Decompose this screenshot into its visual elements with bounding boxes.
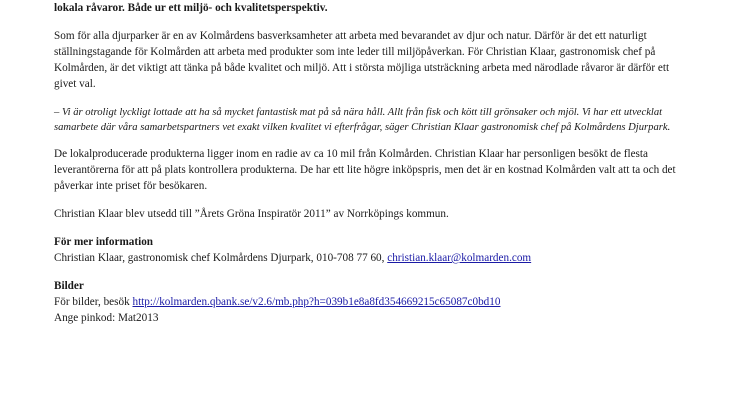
- images-prefix: För bilder, besök: [54, 295, 133, 308]
- quote-paragraph: – Vi är otroligt lyckligt lottade att ha så mycket fantastisk mat på så nära håll. Allt från fisk och kött till grönsaker och mjöl. Vi har ett utvecklat samarbete där våra samarbetspartners vet exakt vilken kvalitet vi efterfrågar, säger Christian Klaar gastronomisk chef på Kolmårdens Djurpark.: [54, 106, 671, 133]
- email-link[interactable]: christian.klaar@kolmarden.com: [387, 251, 532, 264]
- paragraph-conservation: Som för alla djurparker är en av Kolmårdens basverksamheter att arbeta med bevarandet av djur och natur. Därför är det ett naturligt ställningstagande för Kolmården att arbeta med produkter som inte leder till miljöpåverkan. För Christian Klaar, gastronomisk chef på Kolmården, är det viktigt att tänka på både kvalitet och miljö. Att i största möjliga utsträckning arbeta med närodlade råvaror är därför ett givet val.: [54, 29, 670, 90]
- pincode-line: Ange pinkod: Mat2013: [54, 311, 159, 324]
- more-info-contact: [54, 251, 694, 267]
- more-info-heading: För mer information: [54, 235, 154, 248]
- lead-line: lokala råvaror. Både ur ett miljö- och kvalitetsperspektiv.: [54, 2, 328, 14]
- images-heading: Bilder: [54, 279, 84, 292]
- paragraph-award: Christian Klaar blev utsedd till ”Årets Gröna Inspiratör 2011” av Norrköpings kommun.: [54, 207, 449, 220]
- images-url-link[interactable]: http://kolmarden.qbank.se/v2.6/mb.php?h=039b1e8a8fd354669215c65087c0bd10: [132, 295, 501, 308]
- contact-text: Christian Klaar, gastronomisk chef Kolmårdens Djurpark, 010-708 77 60,: [54, 251, 388, 264]
- images-link-line: [54, 295, 694, 311]
- paragraph-local-products: De lokalproducerade produkterna ligger inom en radie av ca 10 mil från Kolmården. Christian Klaar har personligen besökt de flesta leverantörerna för att på plats kontrollera produkterna. De har ett lite högre inköpspris, men det är en kostnad Kolmården valt att ta och det påverkar inte priset för besökaren.: [54, 148, 676, 193]
- document-page: [54, 0, 694, 326]
